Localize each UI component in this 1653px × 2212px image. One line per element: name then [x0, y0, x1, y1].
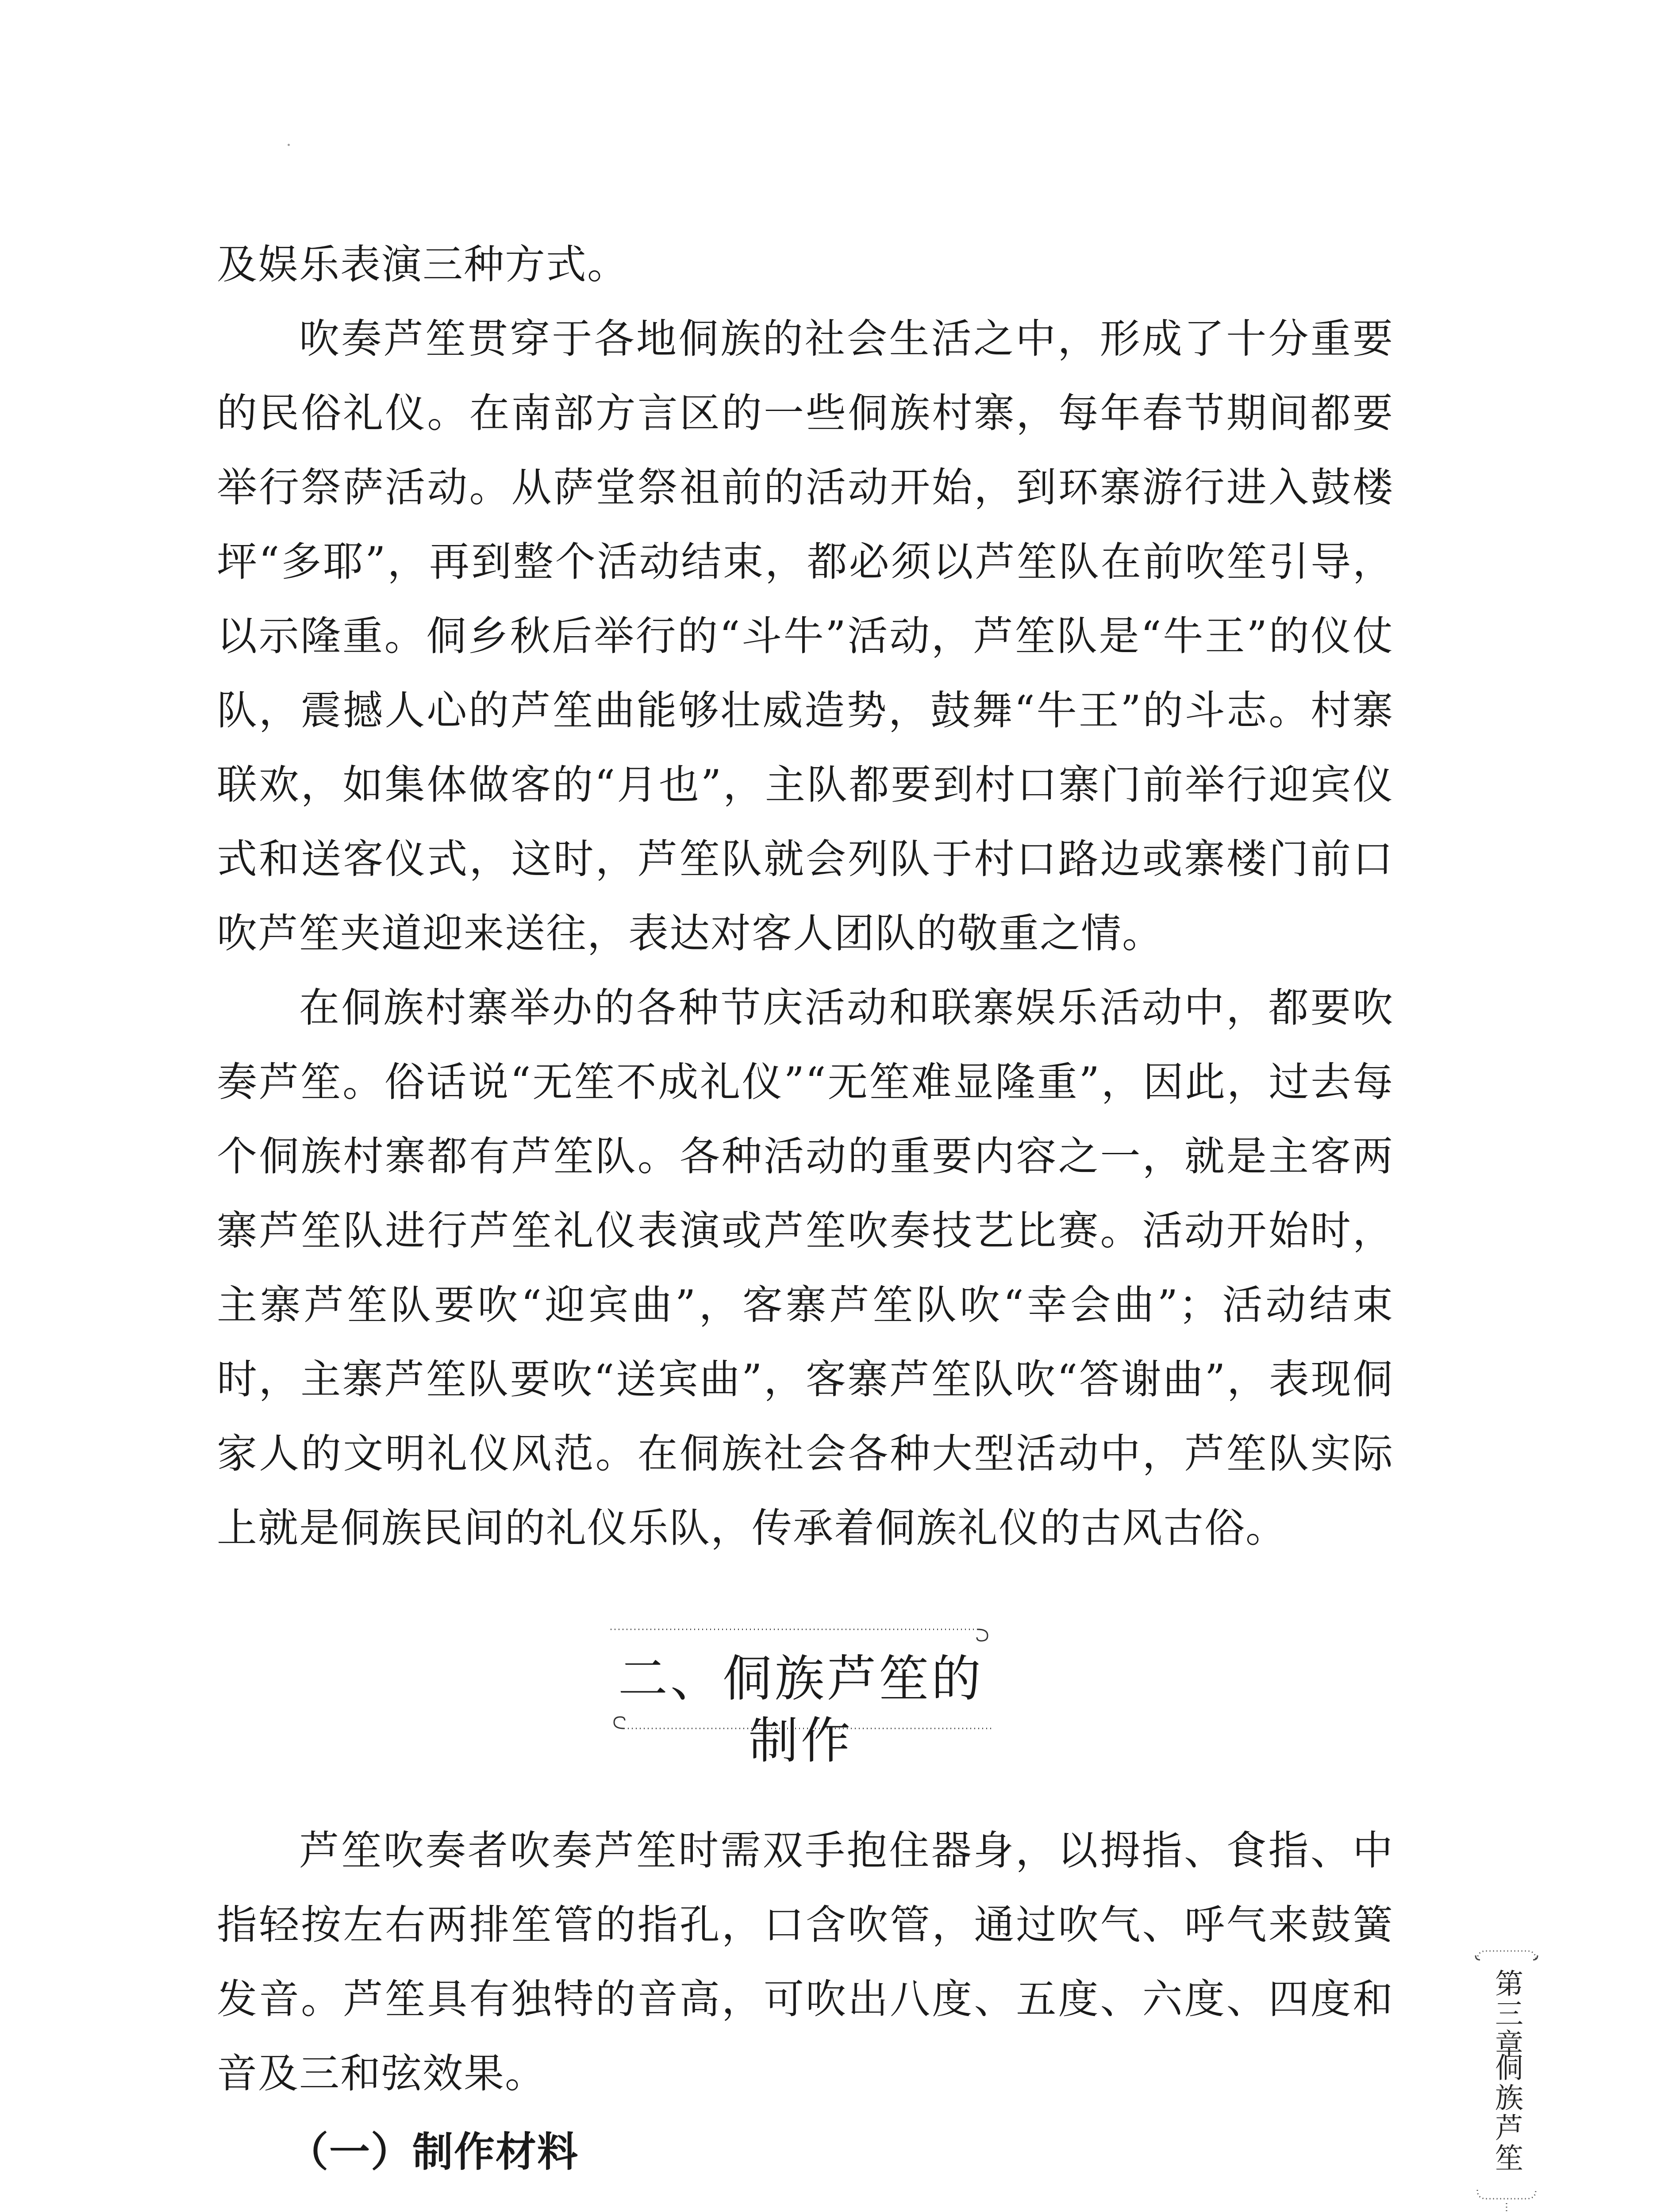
subsection-title: （一）制作材料 — [288, 2128, 579, 2176]
side-chapter-title: 侗族芦笙 — [1490, 2053, 1523, 2173]
section-title: 二、侗族芦笙的制作 — [618, 1650, 984, 1770]
side-chapter-label: 第三章 — [1490, 1969, 1523, 2059]
scan-speck — [288, 144, 290, 146]
paragraph-continued: 及娱乐表演三种方式。 — [217, 242, 629, 288]
paragraph-playing-technique: 芦笙吹奏者吹奏芦笙时需双手抱住器身，以拇指、食指、中指轻按左右两排笙管的指孔，口含吹管，通过吹气、呼气来鼓簧发音。芦笙具有独特的音高，可吹出八度、五度、六度、四度和音及三和弦效果。 — [217, 1828, 1394, 2097]
paragraph-festival-activities: 在侗族村寨举办的各种节庆活动和联寨娱乐活动中，都要吹奏芦笙。俗话说“无笙不成礼仪”“无笙难显隆重”，因此，过去每个侗族村寨都有芦笙队。各种活动的重要内容之一，就是主客两寨芦笙队进行芦笙礼仪表演或芦笙吹奏技艺比赛。活动开始时，主寨芦笙队要吹“迎宾曲”，客寨芦笙队吹“幸会曲”；活动结束时，主寨芦笙队要吹“送宾曲”，客寨芦笙队吹“答谢曲”，表现侗家人的文明礼仪风范。在侗族社会各种大型活动中，芦笙队实际上就是侗族民间的礼仪乐队，传承着侗族礼仪的古风古俗。 — [217, 985, 1394, 1551]
section-intro-text — [217, 1814, 1394, 2111]
section-heading — [602, 1621, 1000, 1770]
chapter-side-tab — [1471, 1942, 1542, 2212]
paragraph-lusheng-rituals: 吹奏芦笙贯穿于各地侗族的社会生活之中，形成了十分重要的民俗礼仪。在南部方言区的一些侗族村寨，每年春节期间都要举行祭萨活动。从萨堂祭祖前的活动开始，到环寨游行进入鼓楼坪“多耶”，再到整个活动结束，都必须以芦笙队在前吹笙引导，以示隆重。侗乡秋后举行的“斗牛”活动，芦笙队是“牛王”的仪仗队，震撼人心的芦笙曲能够壮威造势，鼓舞“牛王”的斗志。村寨联欢，如集体做客的“月也”，主队都要到村口寨门前举行迎宾仪式和送客仪式，这时，芦笙队就会列队于村口路边或寨楼门前口吹芦笙夹道迎来送往，表达对客人团队的敬重之情。 — [217, 316, 1394, 957]
body-text-top — [217, 228, 1394, 1566]
